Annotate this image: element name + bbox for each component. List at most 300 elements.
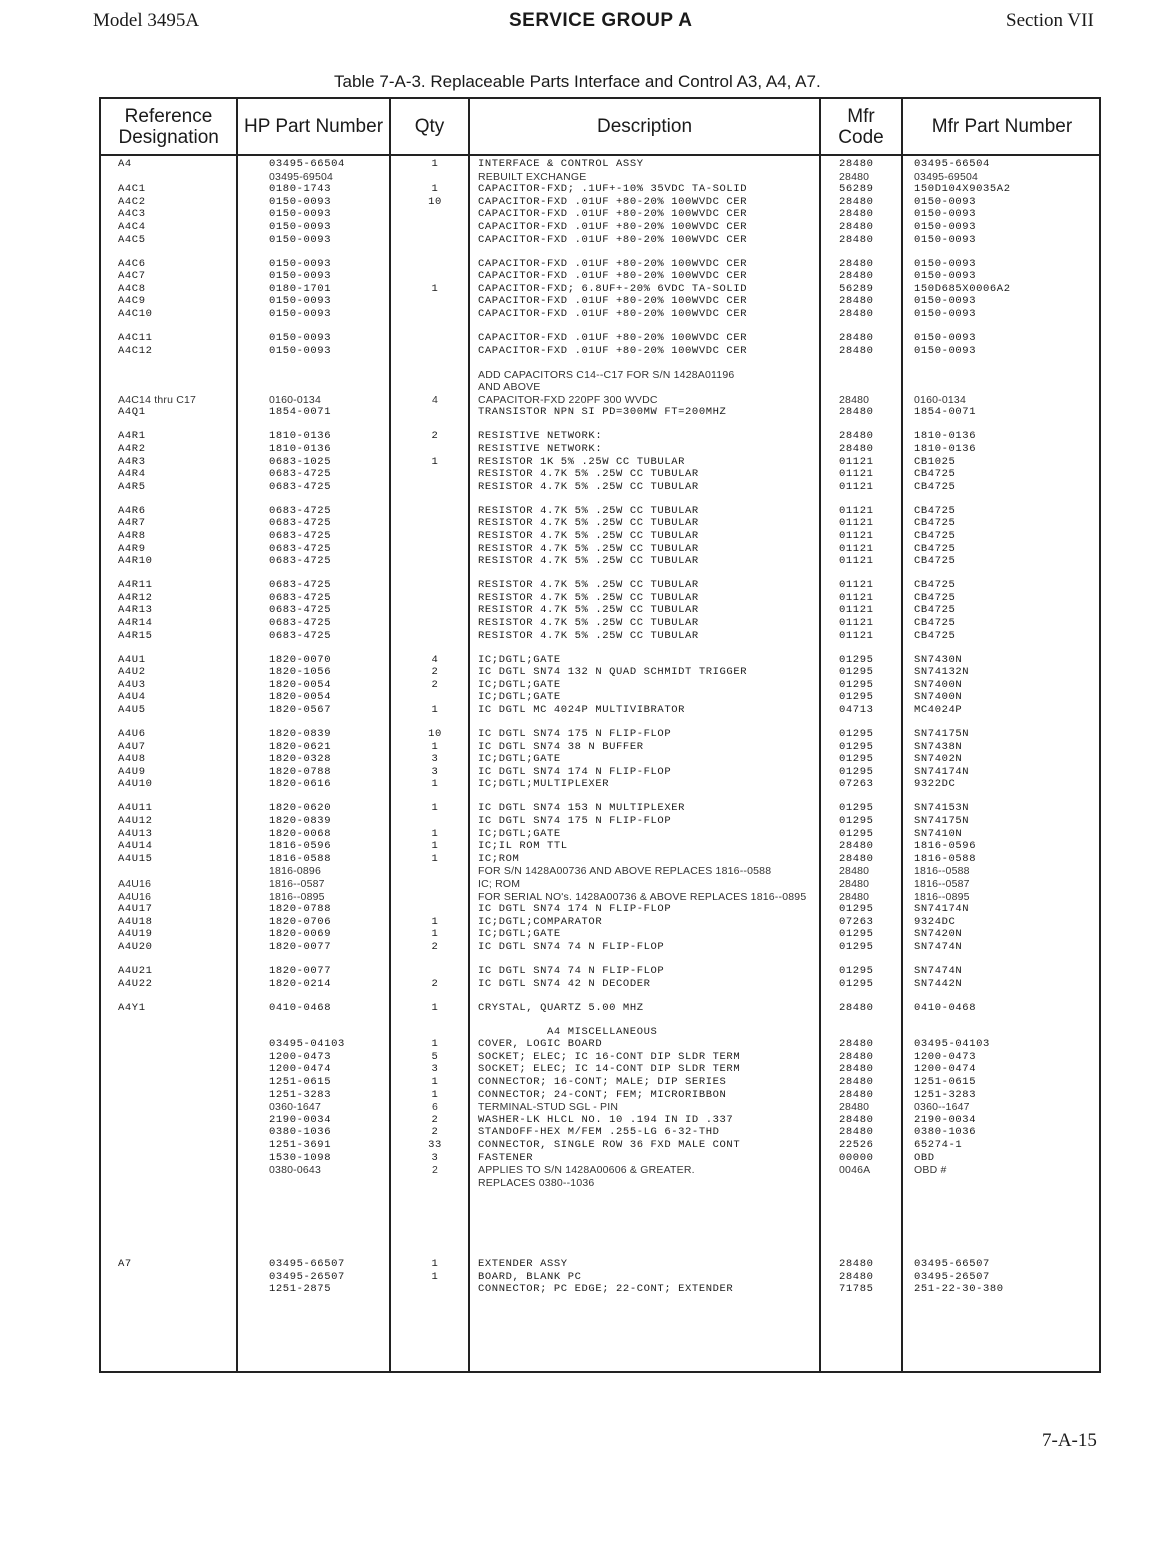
cell-hp: 1820-0054: [269, 678, 332, 691]
cell-hp: 0150-0093: [269, 332, 332, 344]
cell-hp: 0683-4725: [269, 504, 332, 517]
cell-mfr: 28480: [839, 852, 874, 865]
table-row: [101, 753, 1099, 766]
table-row: [101, 802, 1099, 815]
cell-desc: CRYSTAL, QUARTZ 5.00 MHZ: [478, 1001, 644, 1014]
cell-ref: A4U8: [118, 753, 146, 766]
cell-mpn: CB4725: [914, 629, 956, 642]
table-row: [101, 1026, 1099, 1039]
cell-mfr: 28480: [839, 308, 874, 320]
cell-desc: STANDOFF-HEX M/FEM .255-LG 6-32-THD: [478, 1126, 720, 1139]
cell-mpn: 0410-0468: [914, 1001, 977, 1014]
cell-hp: 1820-0620: [269, 802, 332, 815]
cell-mpn: 0150-0093: [914, 257, 977, 270]
cell-mpn: SN7474N: [914, 965, 963, 977]
cell-ref: A4U5: [118, 704, 146, 716]
parts-table: [99, 97, 1101, 1373]
table-row: [101, 1101, 1099, 1114]
cell-mfr: 28480: [839, 233, 874, 246]
cell-hp: 03495-26507: [269, 1270, 345, 1283]
cell-qty: 4: [431, 393, 439, 406]
cell-ref: A4R12: [118, 591, 153, 604]
cell-hp: 0683-1025: [269, 455, 332, 468]
cell-qty: 2: [431, 1164, 439, 1177]
cell-desc: IC DGTL SN74 153 N MULTIPLEXER: [478, 802, 686, 815]
cell-ref: A4C9: [118, 295, 146, 308]
cell-desc: RESISTOR 4.7K 5% .25W CC TUBULAR: [478, 579, 699, 592]
cell-desc: RESISTOR 1K 5% .25W CC TUBULAR: [478, 455, 686, 468]
cell-mpn: 2190-0034: [914, 1113, 977, 1126]
cell-mfr: 00000: [839, 1151, 874, 1164]
cell-ref: A4: [118, 158, 132, 170]
cell-mfr: 01295: [839, 678, 874, 691]
cell-mpn: 1816-0588: [914, 852, 977, 865]
cell-hp: 0150-0093: [269, 308, 332, 320]
cell-mfr: 28480: [839, 1050, 874, 1063]
table-row: [101, 978, 1099, 991]
cell-mpn: 65274-1: [914, 1139, 963, 1151]
cell-qty: 2: [431, 1126, 439, 1139]
cell-mfr: 01295: [839, 765, 874, 778]
cell-hp: 1820-0077: [269, 941, 332, 953]
cell-desc: A4 MISCELLANEOUS: [547, 1025, 658, 1038]
cell-desc: RESISTOR 4.7K 5% .25W CC TUBULAR: [478, 468, 699, 481]
cell-mfr: 28480: [839, 878, 870, 890]
cell-hp: 1251-2875: [269, 1283, 332, 1296]
cell-qty: 4: [431, 653, 439, 666]
table-row: [101, 456, 1099, 469]
cell-hp: 1820-0214: [269, 977, 332, 990]
cell-mpn: 251-22-30-380: [914, 1283, 1004, 1296]
cell-hp: 03495-04103: [269, 1038, 345, 1051]
cell-qty: 1: [431, 778, 439, 791]
cell-hp: 1816--0895: [269, 890, 325, 903]
cell-ref: A4U10: [118, 778, 153, 791]
cell-mfr: 01121: [839, 617, 874, 629]
table-row: [101, 928, 1099, 941]
cell-hp: 0150-0093: [269, 257, 332, 270]
table-row: [101, 840, 1099, 853]
table-row: [101, 666, 1099, 679]
cell-mfr: 04713: [839, 704, 874, 716]
cell-ref: A4C11: [118, 332, 153, 344]
cell-mpn: SN7410N: [914, 827, 963, 840]
cell-desc: CONNECTOR; 16-CONT; MALE; DIP SERIES: [478, 1076, 727, 1088]
cell-mfr: 01295: [839, 941, 874, 953]
cell-mfr: 07263: [839, 778, 874, 791]
cell-mpn: 1816--0588: [914, 865, 970, 878]
cell-mfr: 28480: [839, 840, 874, 853]
cell-hp: 0360-1647: [269, 1101, 322, 1114]
cell-ref: A4U9: [118, 765, 146, 778]
cell-mfr: 56289: [839, 282, 874, 295]
table-row: [101, 941, 1099, 954]
cell-desc: RESISTOR 4.7K 5% .25W CC TUBULAR: [478, 517, 699, 530]
cell-mfr: 01295: [839, 753, 874, 766]
cell-desc: IC DGTL SN74 74 N FLIP-FLOP: [478, 965, 665, 977]
cell-qty: 1: [431, 1076, 439, 1088]
table-row: [101, 617, 1099, 630]
cell-desc: IC;DGTL;GATE: [478, 928, 561, 941]
cell-qty: 3: [431, 1063, 439, 1076]
cell-hp: 0683-4725: [269, 480, 332, 493]
cell-hp: 1816-0588: [269, 852, 332, 865]
cell-qty: 1: [431, 802, 439, 815]
cell-mfr: 01121: [839, 591, 874, 604]
cell-ref: A4C4: [118, 221, 146, 233]
cell-mfr: 28480: [839, 406, 874, 419]
cell-ref: A4C7: [118, 270, 146, 283]
cell-desc: CAPACITOR-FXD .01UF +80-20% 100WVDC CER: [478, 208, 748, 221]
table-row: [101, 1076, 1099, 1089]
cell-mpn: 1816-0596: [914, 840, 977, 853]
cell-desc: IC;DGTL;GATE: [478, 753, 561, 766]
cell-mpn: 0150-0093: [914, 308, 977, 320]
cell-hp: 0683-4725: [269, 555, 332, 568]
cell-desc: REBUILT EXCHANGE: [478, 170, 587, 183]
column-header-reference: Reference Designation: [118, 105, 219, 148]
cell-mpn: 03495-04103: [914, 1038, 990, 1051]
cell-mfr: 28480: [839, 295, 874, 308]
cell-mpn: 1810-0136: [914, 430, 977, 443]
table-row: [101, 728, 1099, 741]
table-row: [101, 741, 1099, 754]
cell-hp: 0380-1036: [269, 1126, 332, 1139]
cell-ref: A4U3: [118, 678, 146, 691]
cell-qty: 1: [431, 1088, 439, 1101]
cell-mfr: 01121: [839, 555, 874, 568]
table-row: [101, 903, 1099, 916]
cell-mfr: 28480: [839, 158, 874, 170]
cell-desc: APPLIES TO S/N 1428A00606 & GREATER.: [478, 1164, 695, 1177]
cell-desc: CONNECTOR, SINGLE ROW 36 FXD MALE CONT: [478, 1139, 741, 1151]
cell-mpn: 03495-66504: [914, 158, 990, 170]
cell-desc: IC DGTL SN74 174 N FLIP-FLOP: [478, 903, 672, 916]
cell-desc: IC;DGTL;GATE: [478, 678, 561, 691]
cell-desc: RESISTIVE NETWORK:: [478, 430, 603, 443]
cell-mpn: 1816--0895: [914, 890, 970, 903]
cell-qty: 10: [428, 728, 442, 740]
table-row: [101, 778, 1099, 791]
cell-desc: IC DGTL MC 4024P MULTIVIBRATOR: [478, 704, 686, 716]
cell-desc: RESISTOR 4.7K 5% .25W CC TUBULAR: [478, 617, 699, 629]
cell-mfr: 01295: [839, 815, 874, 827]
cell-ref: A4C1: [118, 183, 146, 196]
cell-ref: A4U21: [118, 965, 153, 977]
table-row: [101, 196, 1099, 209]
cell-mfr: 28480: [839, 1126, 874, 1139]
cell-mfr: 28480: [839, 1101, 870, 1114]
cell-hp: 0380-0643: [269, 1164, 322, 1177]
cell-hp: 0683-4725: [269, 629, 332, 642]
cell-qty: 2: [431, 678, 439, 691]
cell-mpn: 0150-0093: [914, 295, 977, 308]
cell-desc: INTERFACE & CONTROL ASSY: [478, 158, 644, 170]
cell-mfr: 28480: [839, 1113, 874, 1126]
cell-desc: IC;IL ROM TTL: [478, 840, 568, 853]
table-row: [101, 270, 1099, 283]
cell-desc: SOCKET; ELEC; IC 16-CONT DIP SLDR TERM: [478, 1050, 741, 1063]
cell-mpn: CB4725: [914, 555, 956, 568]
cell-mpn: SN74174N: [914, 765, 970, 778]
cell-qty: 2: [431, 977, 439, 990]
cell-mfr: 01121: [839, 579, 874, 592]
cell-desc: IC; ROM: [478, 878, 521, 890]
cell-mfr: 01295: [839, 691, 874, 704]
cell-ref: A4Q1: [118, 406, 146, 419]
cell-mpn: SN7438N: [914, 740, 963, 753]
cell-mpn: 0150-0093: [914, 233, 977, 246]
table-row: [101, 1152, 1099, 1165]
cell-ref: A4U17: [118, 903, 153, 916]
cell-hp: 0683-4725: [269, 517, 332, 530]
cell-ref: A4C14 thru C17: [118, 393, 197, 406]
cell-desc: RESISTOR 4.7K 5% .25W CC TUBULAR: [478, 480, 699, 493]
table-row: [101, 1283, 1099, 1296]
cell-hp: 0150-0093: [269, 221, 332, 233]
cell-ref: A4C3: [118, 208, 146, 221]
cell-mpn: 1200-0473: [914, 1050, 977, 1063]
table-row: [101, 1114, 1099, 1127]
cell-mfr: 28480: [839, 1063, 874, 1076]
cell-hp: 1820-0788: [269, 903, 332, 916]
table-row: [101, 381, 1099, 394]
cell-desc: CONNECTOR; 24-CONT; FEM; MICRORIBBON: [478, 1088, 727, 1101]
cell-mpn: 9322DC: [914, 778, 956, 791]
table-row: [101, 369, 1099, 382]
cell-mpn: 1816--0587: [914, 878, 970, 890]
cell-mfr: 28480: [839, 865, 870, 878]
cell-hp: 0683-4725: [269, 542, 332, 555]
cell-mfr: 22526: [839, 1139, 874, 1151]
cell-qty: 1: [431, 928, 439, 941]
cell-ref: A4U20: [118, 941, 153, 953]
cell-qty: 2: [431, 1113, 439, 1126]
cell-desc: RESISTOR 4.7K 5% .25W CC TUBULAR: [478, 591, 699, 604]
cell-mpn: 0380-1036: [914, 1126, 977, 1139]
cell-desc: RESISTOR 4.7K 5% .25W CC TUBULAR: [478, 604, 699, 617]
cell-ref: A4U19: [118, 928, 153, 941]
cell-desc: CAPACITOR-FXD; .1UF+-10% 35VDC TA-SOLID: [478, 183, 748, 196]
cell-ref: A4R7: [118, 517, 146, 530]
table-row: [101, 481, 1099, 494]
cell-mpn: 0150-0093: [914, 208, 977, 221]
cell-mpn: 03495-69504: [914, 170, 979, 183]
cell-mfr: 28480: [839, 1270, 874, 1283]
cell-ref: A4U6: [118, 728, 146, 740]
cell-qty: 1: [431, 282, 439, 295]
cell-ref: A4C6: [118, 257, 146, 270]
cell-mfr: 01121: [839, 517, 874, 530]
cell-ref: A4R13: [118, 604, 153, 617]
cell-desc: IC;DGTL;GATE: [478, 691, 561, 704]
cell-desc: FOR S/N 1428A00736 AND ABOVE REPLACES 1816--0588: [478, 865, 772, 878]
table-row: [101, 878, 1099, 891]
cell-hp: 0150-0093: [269, 208, 332, 221]
cell-mfr: 28480: [839, 1038, 874, 1051]
cell-desc: CAPACITOR-FXD .01UF +80-20% 100WVDC CER: [478, 195, 748, 208]
table-row: [101, 592, 1099, 605]
cell-hp: 1820-0706: [269, 915, 332, 928]
cell-mfr: 01295: [839, 965, 874, 977]
cell-desc: FASTENER: [478, 1151, 534, 1164]
cell-mpn: 03495-26507: [914, 1270, 990, 1283]
cell-ref: A4R2: [118, 443, 146, 455]
cell-desc: WASHER-LK HLCL NO. 10 .194 IN ID .337: [478, 1113, 734, 1126]
cell-mfr: 01295: [839, 977, 874, 990]
cell-mfr: 01121: [839, 604, 874, 617]
table-row: [101, 1051, 1099, 1064]
cell-mpn: 1854-0071: [914, 406, 977, 419]
table-row: [101, 543, 1099, 556]
cell-ref: A4C2: [118, 195, 146, 208]
cell-mfr: 28480: [839, 270, 874, 283]
cell-ref: A4U22: [118, 977, 153, 990]
cell-mfr: 28480: [839, 890, 870, 903]
table-row: [101, 1038, 1099, 1051]
cell-desc: CAPACITOR-FXD .01UF +80-20% 100WVDC CER: [478, 221, 748, 233]
cell-mpn: CB4725: [914, 468, 956, 481]
cell-mpn: CB4725: [914, 480, 956, 493]
cell-mfr: 28480: [839, 393, 870, 406]
cell-desc: IC DGTL SN74 42 N DECODER: [478, 977, 651, 990]
cell-mpn: SN7474N: [914, 941, 963, 953]
table-row: [101, 766, 1099, 779]
cell-ref: A4U12: [118, 815, 153, 827]
table-caption: Table 7-A-3. Replaceable Parts Interface and Control A3, A4, A7.: [334, 72, 821, 91]
cell-mfr: 28480: [839, 332, 874, 344]
cell-ref: A4R15: [118, 629, 153, 642]
cell-mfr: 28480: [839, 1088, 874, 1101]
cell-desc: CAPACITOR-FXD .01UF +80-20% 100WVDC CER: [478, 257, 748, 270]
table-row: [101, 1258, 1099, 1271]
cell-mfr: 01295: [839, 666, 874, 679]
cell-ref: A4C12: [118, 344, 153, 357]
cell-mpn: 1251-3283: [914, 1088, 977, 1101]
header-divider: [101, 154, 1099, 156]
table-row: [101, 555, 1099, 568]
cell-ref: A4R5: [118, 480, 146, 493]
cell-hp: 1820-0070: [269, 653, 332, 666]
cell-mpn: SN74175N: [914, 728, 970, 740]
cell-qty: 1: [431, 915, 439, 928]
cell-qty: 3: [431, 1151, 439, 1164]
cell-ref: A4R1: [118, 430, 146, 443]
cell-mpn: 0150-0093: [914, 344, 977, 357]
cell-hp: 1820-1056: [269, 666, 332, 679]
cell-qty: 1: [431, 183, 439, 196]
cell-hp: 0683-4725: [269, 579, 332, 592]
table-row: [101, 530, 1099, 543]
cell-mfr: 28480: [839, 208, 874, 221]
cell-desc: CAPACITOR-FXD .01UF +80-20% 100WVDC CER: [478, 344, 748, 357]
table-row: [101, 332, 1099, 345]
cell-mfr: 0046A: [839, 1164, 871, 1177]
cell-mfr: 01121: [839, 468, 874, 481]
cell-mpn: CB4725: [914, 617, 956, 629]
cell-desc: TERMINAL-STUD SGL - PIN: [478, 1101, 619, 1114]
cell-mpn: CB4725: [914, 517, 956, 530]
cell-hp: 1820-0839: [269, 728, 332, 740]
cell-ref: A4R6: [118, 504, 146, 517]
table-row: [101, 1164, 1099, 1177]
cell-mpn: CB4725: [914, 504, 956, 517]
cell-hp: 0683-4725: [269, 617, 332, 629]
cell-qty: 3: [431, 765, 439, 778]
cell-mfr: 01295: [839, 928, 874, 941]
cell-ref: A4R10: [118, 555, 153, 568]
page-number: 7-A-15: [1042, 1430, 1097, 1451]
cell-mfr: 28480: [839, 430, 874, 443]
table-row: [101, 430, 1099, 443]
cell-desc: COVER, LOGIC BOARD: [478, 1038, 603, 1051]
table-row: [101, 704, 1099, 717]
table-row: [101, 865, 1099, 878]
service-group-title: SERVICE GROUP A: [509, 10, 693, 31]
cell-qty: 10: [428, 195, 442, 208]
cell-mfr: 01295: [839, 827, 874, 840]
table-row: [101, 517, 1099, 530]
table-row: [101, 891, 1099, 904]
cell-mfr: 01295: [839, 740, 874, 753]
table-row: [101, 579, 1099, 592]
cell-ref: A4R3: [118, 455, 146, 468]
table-row: [101, 258, 1099, 271]
table-row: [101, 1271, 1099, 1284]
cell-desc: CAPACITOR-FXD .01UF +80-20% 100WVDC CER: [478, 233, 748, 246]
cell-mpn: CB4725: [914, 530, 956, 542]
table-row: [101, 394, 1099, 407]
cell-ref: A4C5: [118, 233, 146, 246]
cell-hp: 1820-0616: [269, 778, 332, 791]
cell-hp: 0150-0093: [269, 233, 332, 246]
cell-mpn: CB4725: [914, 591, 956, 604]
table-row: [101, 208, 1099, 221]
cell-mpn: 0160-0134: [914, 393, 967, 406]
cell-mpn: 150D685X0006A2: [914, 282, 1011, 295]
cell-mfr: 01121: [839, 530, 874, 542]
cell-ref: A4U16: [118, 878, 152, 890]
cell-hp: 0683-4725: [269, 530, 332, 542]
cell-qty: 1: [431, 1270, 439, 1283]
cell-qty: 1: [431, 827, 439, 840]
cell-qty: 1: [431, 1038, 439, 1051]
cell-ref: A4U7: [118, 740, 146, 753]
cell-hp: 1820-0567: [269, 704, 332, 716]
cell-mpn: 1810-0136: [914, 443, 977, 455]
cell-desc: IC;DGTL;COMPARATOR: [478, 915, 603, 928]
cell-mfr: 01295: [839, 728, 874, 740]
cell-hp: 0683-4725: [269, 591, 332, 604]
cell-mfr: 28480: [839, 1001, 874, 1014]
cell-qty: 5: [431, 1050, 439, 1063]
cell-mpn: 150D104X9035A2: [914, 183, 1011, 196]
cell-desc: REPLACES 0380--1036: [478, 1176, 595, 1189]
cell-qty: 1: [431, 852, 439, 865]
table-row: [101, 654, 1099, 667]
table-row: [101, 345, 1099, 358]
cell-desc: IC DGTL SN74 175 N FLIP-FLOP: [478, 728, 672, 740]
cell-qty: 1: [431, 840, 439, 853]
cell-mpn: SN74132N: [914, 666, 970, 679]
table-row: [101, 1002, 1099, 1015]
cell-mpn: SN7400N: [914, 691, 963, 704]
table-row: [101, 406, 1099, 419]
cell-mpn: SN7420N: [914, 928, 963, 941]
table-row: [101, 283, 1099, 296]
cell-hp: 0150-0093: [269, 295, 332, 308]
cell-mpn: CB1025: [914, 455, 956, 468]
